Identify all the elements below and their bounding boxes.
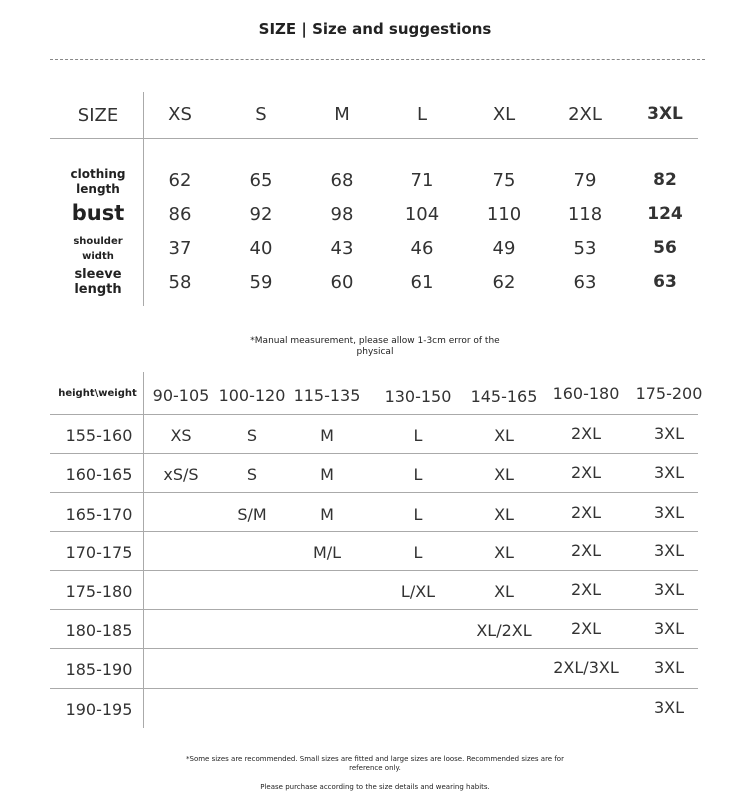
size-cell: 53 <box>573 238 597 259</box>
suggested-size-cell: L/XL <box>400 582 436 601</box>
suggested-size-cell: 2XL <box>570 619 602 638</box>
size-header-xs: XS <box>168 104 192 125</box>
measurement-note-text: *Manual measurement, please allow 1-3cm error of the physical <box>250 336 500 357</box>
size-cell: 63 <box>573 272 597 293</box>
size-cell: 60 <box>330 272 354 293</box>
suggested-size-cell: L <box>413 426 423 445</box>
suggest-row-divider <box>50 609 698 610</box>
size-cell: 75 <box>492 170 516 191</box>
clothing-length-label: clothing length <box>70 167 126 196</box>
size-cell: 62 <box>168 170 192 191</box>
measurement-note <box>0 336 750 358</box>
size-header-s: S <box>255 104 267 125</box>
size-header-3xl: 3XL <box>647 104 683 124</box>
size-cell: 61 <box>410 272 434 293</box>
suggested-size-cell: 2XL <box>570 424 602 443</box>
suggest-row-divider <box>50 648 698 649</box>
size-cell: 104 <box>404 204 440 225</box>
suggested-size-cell: 3XL <box>653 463 685 482</box>
suggest-row-divider <box>50 570 698 571</box>
suggested-size-cell: XL <box>494 465 514 484</box>
sleeve-length-label: sleeve length <box>74 267 122 297</box>
size-cell: 56 <box>653 238 677 258</box>
purchase-note: Please purchase according to the size details and wearing habits. <box>260 783 490 791</box>
height-range-label: 165-170 <box>65 505 133 524</box>
suggested-size-cell: M <box>320 465 334 484</box>
weight-range-header: 130-150 <box>384 387 452 406</box>
size-cell: 40 <box>249 238 273 259</box>
size-header-xl: XL <box>492 104 516 125</box>
suggested-size-cell: S <box>246 465 258 484</box>
bust-label: bust <box>71 201 125 225</box>
suggested-size-cell: M/L <box>312 543 342 562</box>
size-header-label: SIZE <box>77 105 119 126</box>
size-cell: 79 <box>573 170 597 191</box>
suggested-size-cell: XL/2XL <box>476 621 532 640</box>
size-cell: 58 <box>168 272 192 293</box>
suggested-size-cell: S <box>246 426 258 445</box>
size-cell: 86 <box>168 204 192 225</box>
suggest-row-divider <box>50 531 698 532</box>
shoulder-width-label: shoulder width <box>73 236 123 262</box>
recommendation-note <box>0 755 750 773</box>
weight-range-header: 100-120 <box>218 386 286 405</box>
suggested-size-cell: XL <box>494 543 514 562</box>
suggested-size-cell: 2XL <box>570 463 602 482</box>
suggested-size-cell: M <box>320 426 334 445</box>
size-cell: 118 <box>567 204 603 225</box>
weight-range-header: 175-200 <box>635 384 703 403</box>
suggested-size-cell: 3XL <box>653 424 685 443</box>
weight-range-header: 160-180 <box>552 384 620 403</box>
suggested-size-cell: XS <box>170 426 192 445</box>
height-range-label: 160-165 <box>65 465 133 484</box>
size-cell: 82 <box>653 170 677 190</box>
weight-range-header: 90-105 <box>152 386 210 405</box>
size-table-header-divider <box>50 138 698 139</box>
page-title: SIZE | Size and suggestions <box>258 20 492 38</box>
weight-range-header: 115-135 <box>293 386 361 405</box>
suggested-size-cell: 3XL <box>653 658 685 677</box>
suggest-row-divider <box>50 453 698 454</box>
size-cell: 98 <box>330 204 354 225</box>
height-range-label: 190-195 <box>65 700 133 719</box>
suggested-size-cell: L <box>413 465 423 484</box>
suggested-size-cell: 2XL/3XL <box>553 658 619 677</box>
height-range-label: 180-185 <box>65 621 133 640</box>
suggested-size-cell: XL <box>494 582 514 601</box>
size-cell: 49 <box>492 238 516 259</box>
height-range-label: 155-160 <box>65 426 133 445</box>
weight-range-header: 145-165 <box>470 387 538 406</box>
suggested-size-cell: L <box>413 505 423 524</box>
suggested-size-cell: 2XL <box>570 541 602 560</box>
suggested-size-cell: L <box>413 543 423 562</box>
suggested-size-cell: 2XL <box>570 580 602 599</box>
size-cell: 62 <box>492 272 516 293</box>
size-header-l: L <box>416 104 428 125</box>
size-cell: 71 <box>410 170 434 191</box>
height-weight-label: height\weight <box>58 388 137 399</box>
size-header-2xl: 2XL <box>568 104 602 125</box>
size-cell: 68 <box>330 170 354 191</box>
suggested-size-cell: 2XL <box>570 503 602 522</box>
size-cell: 37 <box>168 238 192 259</box>
suggested-size-cell: S/M <box>237 505 267 524</box>
suggested-size-cell: xS/S <box>163 465 199 484</box>
suggested-size-cell: 3XL <box>653 619 685 638</box>
suggest-row-divider <box>50 492 698 493</box>
size-cell: 43 <box>330 238 354 259</box>
suggested-size-cell: 3XL <box>653 698 685 717</box>
size-cell: 110 <box>486 204 522 225</box>
suggested-size-cell: M <box>320 505 334 524</box>
height-range-label: 175-180 <box>65 582 133 601</box>
size-cell: 124 <box>647 204 683 224</box>
size-cell: 59 <box>249 272 273 293</box>
size-cell: 63 <box>653 272 677 292</box>
height-range-label: 170-175 <box>65 543 133 562</box>
height-range-label: 185-190 <box>65 660 133 679</box>
size-cell: 46 <box>410 238 434 259</box>
size-cell: 65 <box>249 170 273 191</box>
suggest-row-divider <box>50 688 698 689</box>
recommendation-note-text: *Some sizes are recommended. Small sizes are fitted and large sizes are loose. Recommended sizes are for reference only. <box>186 755 564 772</box>
suggested-size-cell: XL <box>494 505 514 524</box>
size-header-m: M <box>334 104 350 125</box>
suggested-size-cell: XL <box>494 426 514 445</box>
suggest-row-divider <box>50 414 698 415</box>
suggested-size-cell: 3XL <box>653 541 685 560</box>
suggested-size-cell: 3XL <box>653 503 685 522</box>
suggested-size-cell: 3XL <box>653 580 685 599</box>
dashed-divider <box>50 59 705 60</box>
size-cell: 92 <box>249 204 273 225</box>
